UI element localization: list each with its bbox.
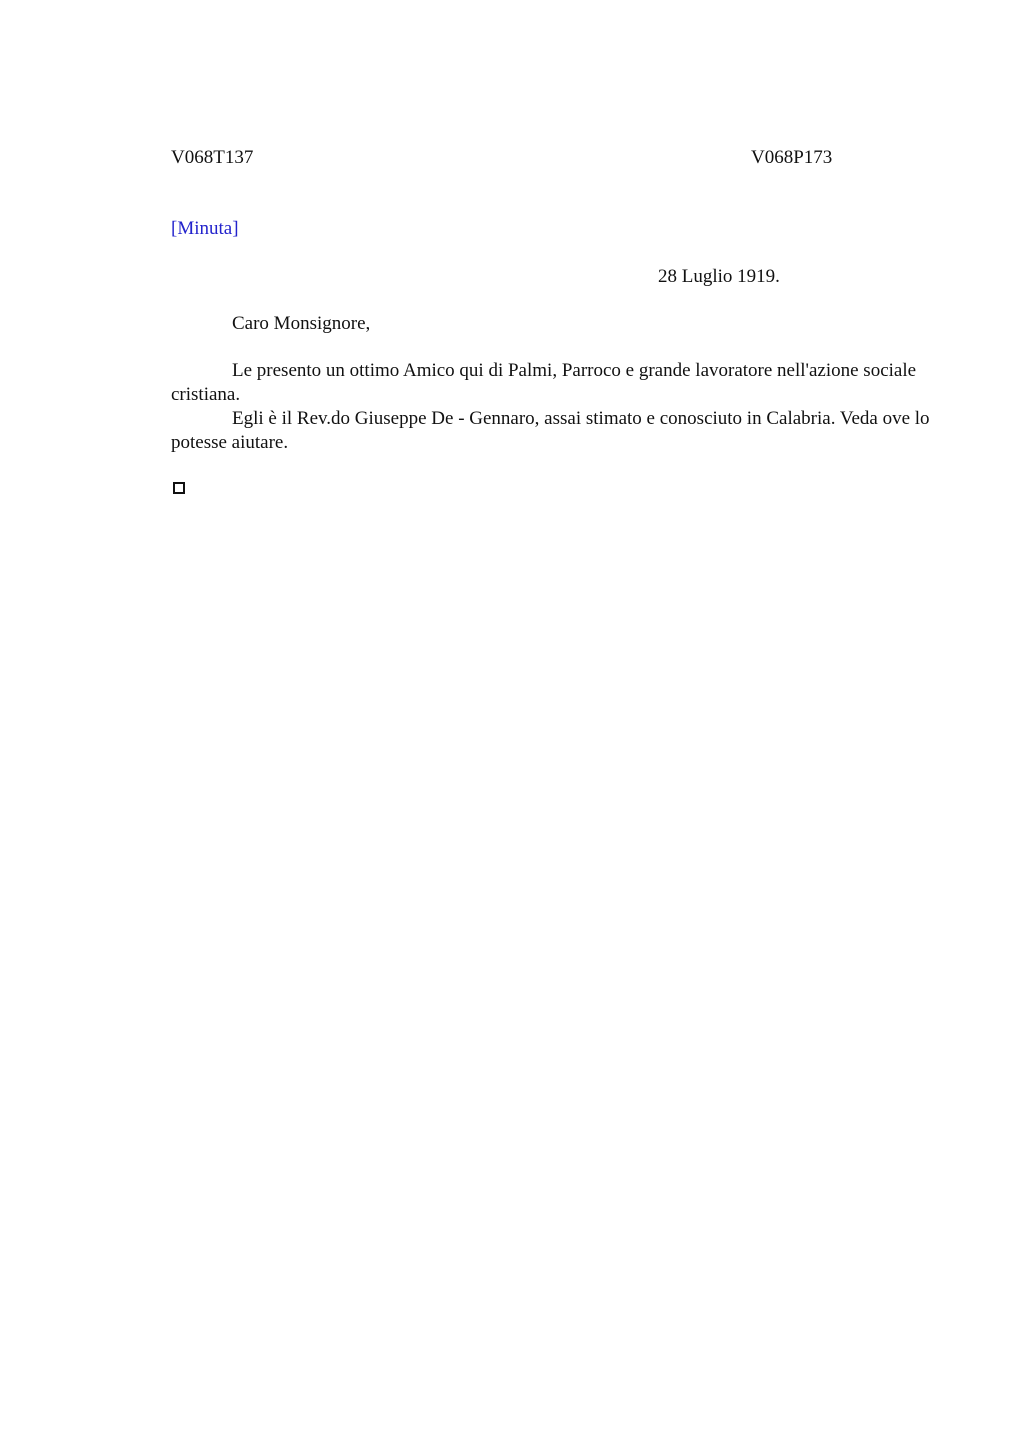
letter-body bbox=[171, 359, 931, 455]
paragraph-1: Le presento un ottimo Amico qui di Palmi, Parroco e grande lavoratore nell'azione sociale cristiana. bbox=[171, 360, 917, 405]
salutation: Caro Monsignore, bbox=[232, 313, 371, 334]
empty-square-icon bbox=[173, 482, 185, 494]
document-code-left: V068T137 bbox=[171, 147, 254, 168]
minuta-note: [Minuta] bbox=[171, 218, 239, 239]
letter-date: 28 Luglio 1919. bbox=[658, 266, 780, 287]
paragraph-2: Egli è il Rev.do Giuseppe De - Gennaro, assai stimato e conosciuto in Calabria. Veda ove lo potesse aiutare. bbox=[171, 408, 930, 453]
document-code-right: V068P173 bbox=[751, 147, 833, 168]
